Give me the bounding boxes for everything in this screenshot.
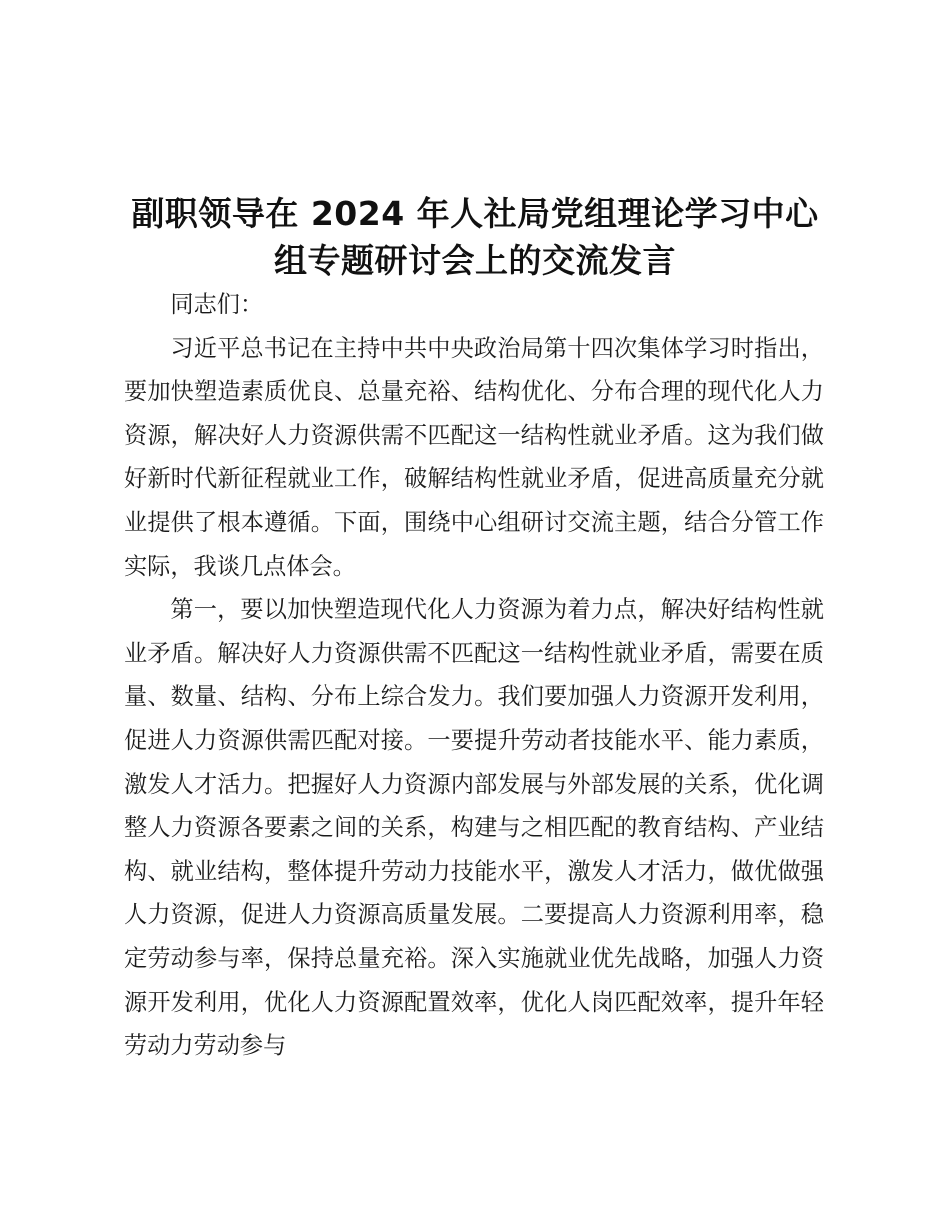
paragraph-intro: 习近平总书记在主持中共中央政治局第十四次集体学习时指出，要加快塑造素质优良、总量充裕、结构优化、分布合理的现代化人力资源，解决好人力资源供需不匹配这一结构性就业矛盾。这为我们做好新时代新征程就业工作，破解结构性就业矛盾，促进高质量充分就业提供了根本遵循。下面，围绕中心组研讨交流主题，结合分管工作实际，我谈几点体会。 — [124, 334, 824, 580]
document-body — [124, 283, 824, 1068]
title-line-2: 组专题研讨会上的交流发言 — [274, 241, 676, 281]
salutation: 同志们： — [170, 291, 264, 318]
paragraph-first-point: 第一，要以加快塑造现代化人力资源为着力点，解决好结构性就业矛盾。解决好人力资源供需不匹配这一结构性就业矛盾，需要在质量、数量、结构、分布上综合发力。我们要加强人力资源开发利用，促进人力资源供需匹配对接。一要提升劳动者技能水平、能力素质，激发人才活力。把握好人力资源内部发展与外部发展的关系，优化调整人力资源各要素之间的关系，构建与之相匹配的教育结构、产业结构、就业结构，整体提升劳动力技能水平，激发人才活力，做优做强人力资源，促进人力资源高质量发展。二要提高人力资源利用率，稳定劳动参与率，保持总量充裕。深入实施就业优先战略，加强人力资源开发利用，优化人力资源配置效率，优化人岗匹配效率，提升年轻劳动力劳动参与 — [124, 596, 824, 1060]
document-title — [120, 190, 830, 284]
title-line-1: 副职领导在 2024 年人社局党组理论学习中心 — [131, 194, 819, 234]
